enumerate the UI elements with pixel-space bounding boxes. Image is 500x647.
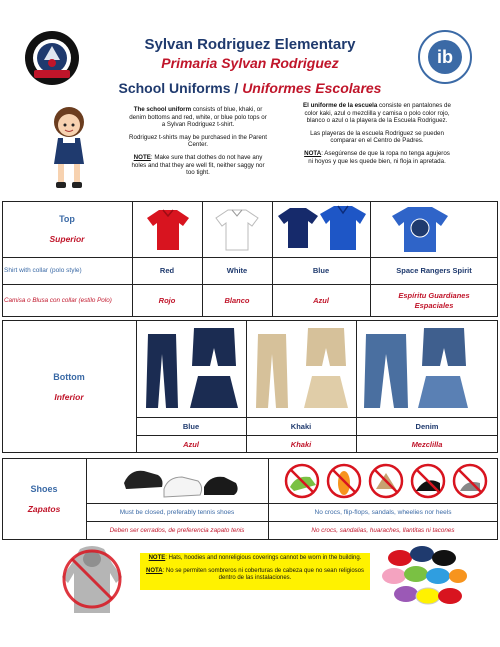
top-label-es: Superior (49, 234, 85, 244)
headwear-nota-text: : No se permiten sombreros ni coberturas de cabeza que no sean religiosos dentro de las instalaciones. (162, 567, 364, 581)
top-label (2, 201, 132, 257)
bottom-option-blue-es: Azul (183, 439, 199, 449)
headwear-nota-label: NOTA (145, 567, 163, 574)
white-polo-image (214, 206, 260, 252)
student-illustration (44, 106, 94, 194)
shoes-banned-en: No crocs, flip-flops, sandals, wheelies nor heels (314, 508, 452, 516)
headwear-note (140, 553, 370, 590)
bottom-label (2, 320, 136, 453)
top-option-red: Red (159, 266, 175, 275)
top-option-red-es: Rojo (158, 296, 176, 305)
tennis-shoes-image (120, 461, 240, 501)
shoes-label (2, 458, 86, 540)
top-row-label-es: Camisa o Blusa con collar (estilo Polo) (4, 297, 112, 304)
shoes-label-en: Shoes (30, 484, 58, 494)
intro-es-lead: El uniforme de la escuela (303, 102, 378, 109)
top-option-blue-es: Azul (313, 296, 329, 305)
intro-es-para2: Las playeras de la escuela Rodriguez se pueden comparar en el Centro de Padres. (310, 129, 444, 145)
section-title (0, 80, 500, 96)
shoes-banned-es: No crocs, sandalias, huaraches, llantitas ni tacones (311, 527, 455, 534)
shoes-label-es: Zapatos (27, 504, 61, 514)
intro-en-note-label: NOTE (133, 153, 151, 161)
bottom-label-en: Bottom (53, 371, 85, 382)
page-title-spanish: Primaria Sylvan Rodriguez (161, 55, 339, 71)
intro-en-lead: The school uniform (133, 106, 192, 113)
banned-shoes-image (280, 461, 490, 501)
bottom-label-es: Inferior (54, 391, 84, 402)
headwear-note-label: NOTE (148, 555, 166, 561)
top-option-white: White (226, 266, 248, 275)
blue-polo-image (278, 204, 366, 254)
intro-en-para2: Rodriguez t-shirts may be purchased in the Parent Center. (129, 133, 267, 149)
intro-en-note: : Make sure that clothes do not have any holes and that they are well fit, neither saggy nor too tight. (131, 153, 265, 177)
banned-hoodie-image (60, 543, 124, 617)
intro-es-lead-rest: consiste en pantalones de color kaki, azul o mezclilla y camisa o polo color rojo, blanco o azul o la playera de la Escuela Rodriguez. (304, 102, 451, 125)
red-polo-image (145, 206, 191, 252)
banned-hats-image (378, 540, 468, 616)
bottom-option-denim: Denim (415, 421, 439, 431)
ib-logo-text: ib (437, 47, 453, 67)
top-label-en: Top (59, 214, 75, 224)
intro-spanish (302, 102, 452, 170)
section-title-en: School Uniforms / (118, 80, 239, 96)
top-option-blue: Blue (312, 266, 330, 275)
top-option-spirit: Space Rangers Spirit (396, 266, 472, 275)
bottom-option-blue: Blue (182, 421, 200, 431)
intro-english (128, 106, 268, 182)
intro-es-note-label: NOTA (304, 149, 322, 157)
headwear-note-text: : Hats, hoodies and nonreligious coverings cannot be worn in the building. (165, 555, 362, 561)
top-row-label-en: Shirt with collar (polo style) (4, 267, 82, 274)
bottom-option-khaki-es: Khaki (290, 439, 312, 449)
khaki-bottoms-image (252, 324, 350, 412)
bottom-option-khaki: Khaki (290, 421, 312, 431)
intro-en-lead-rest: consists of blue, khaki, or denim bottoms and red, white, or blue polo tops or a Sylvan Rodriguez t-shirt. (129, 106, 267, 129)
top-option-spirit-es: Espíritu Guardianes Espaciales (398, 290, 470, 310)
blue-bottoms-image (142, 324, 240, 412)
section-title-es: Uniformes Escolares (242, 80, 382, 96)
spirit-tshirt-image (390, 204, 450, 254)
bottom-option-denim-es: Mezclilla (411, 439, 443, 449)
shoes-allowed-en: Must be closed, preferably tennis shoes (119, 508, 235, 516)
top-option-white-es: Blanco (224, 296, 250, 305)
denim-bottoms-image (362, 324, 492, 412)
intro-es-note: : Asegúrense de que la ropa no tenga agujeros ni hoyos y que les quede bien, ni floja in apretada. (308, 149, 450, 165)
page-title: Sylvan Rodriguez Elementary (144, 36, 356, 53)
shoes-allowed-es: Deben ser cerrados, de preferencia zapato tenis (109, 527, 245, 534)
